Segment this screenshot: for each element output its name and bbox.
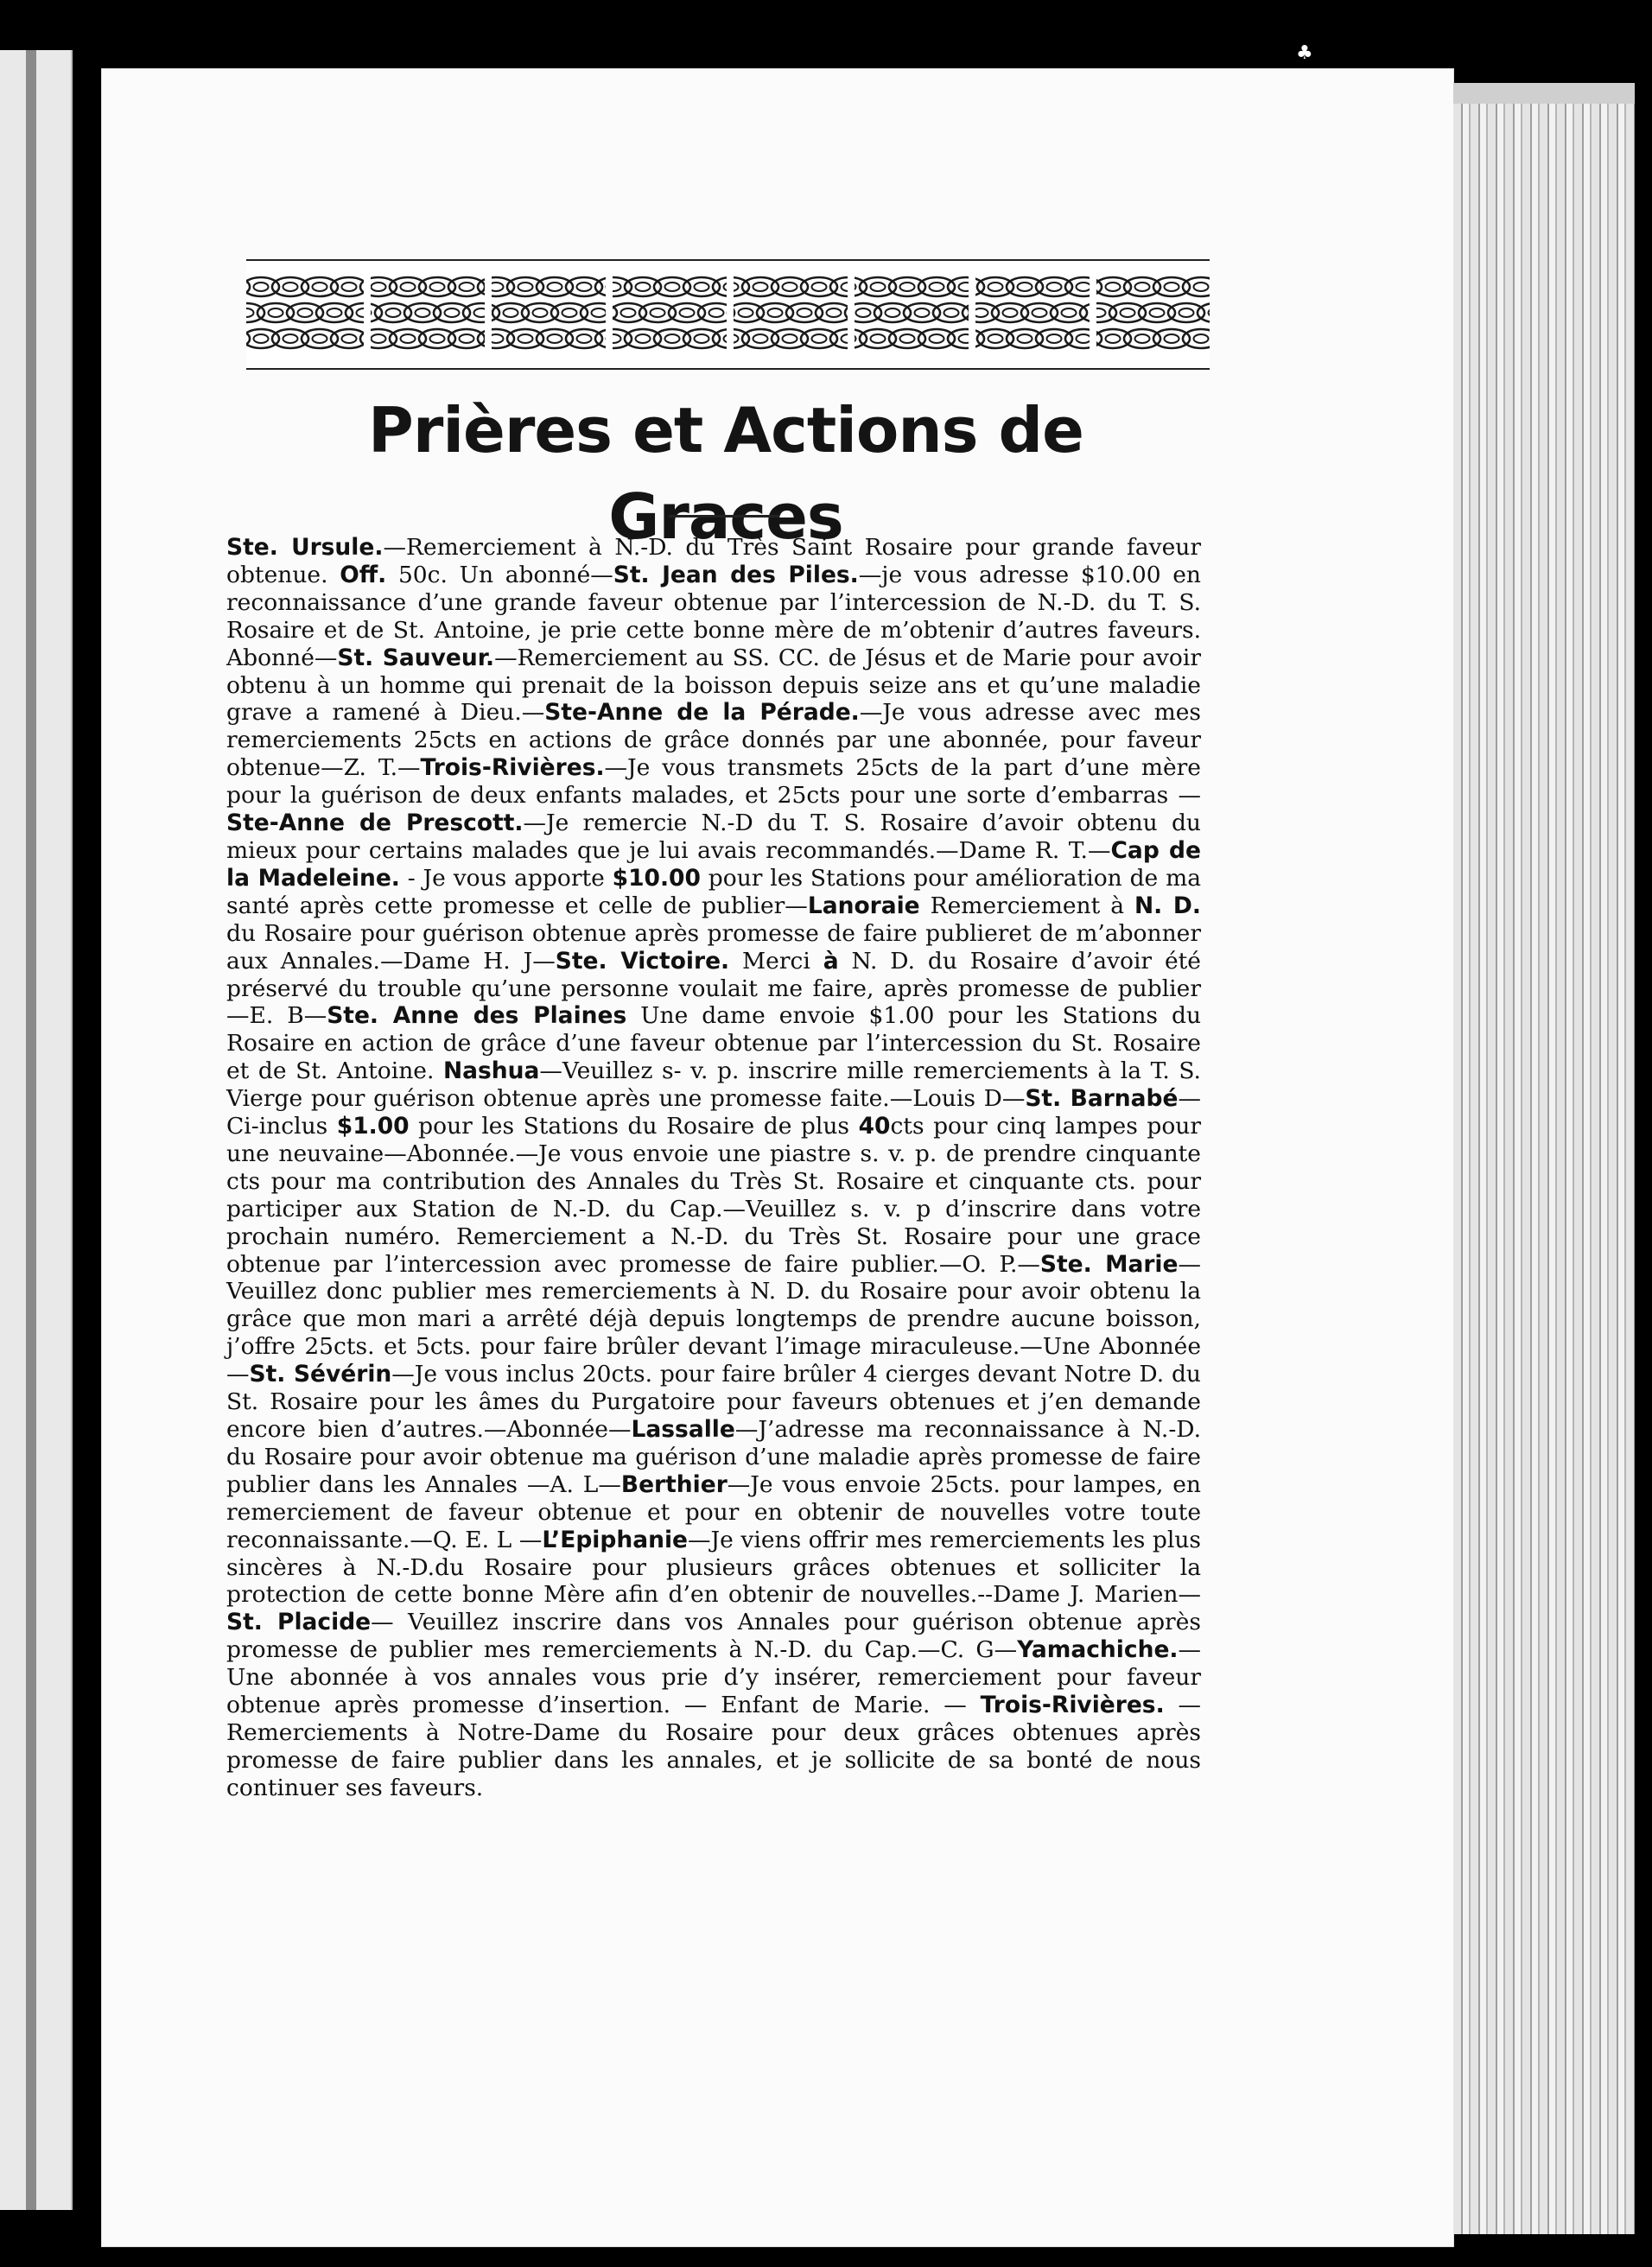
- ornament-loop: [1153, 277, 1190, 296]
- entry-location: Ste. Victoire.: [555, 947, 730, 975]
- ornament-inner-loop: [636, 334, 651, 343]
- ornament-loop: [757, 303, 793, 322]
- ornament-inner-loop: [1179, 308, 1194, 317]
- ornament-loop: [610, 303, 646, 322]
- ornament-gap: [848, 268, 855, 358]
- ornament-inner-loop: [1106, 334, 1121, 343]
- page-stack-top: [1453, 83, 1635, 104]
- ornament-loop: [772, 329, 808, 348]
- ornament-loop: [963, 303, 999, 322]
- ornament-inner-loop: [460, 334, 474, 343]
- ornament-inner-loop: [518, 334, 533, 343]
- ornament-inner-loop: [753, 283, 768, 291]
- ornament-inner-loop: [577, 334, 592, 343]
- entry-location: Ste. Ursule.: [226, 534, 384, 561]
- ornament-inner-loop: [871, 283, 886, 291]
- ornament-inner-loop: [797, 308, 812, 317]
- entry-text: — Ci-inclus: [226, 1085, 1201, 1140]
- ornament-inner-loop: [518, 283, 533, 291]
- ornament-inner-loop: [327, 308, 342, 317]
- ornament-loop: [860, 329, 896, 348]
- entry-location: St. Sauveur.: [337, 644, 495, 671]
- ornament-loop: [246, 277, 279, 296]
- ornament-loop: [316, 303, 353, 322]
- ornament-inner-loop: [269, 308, 283, 317]
- ornament-loop: [625, 329, 661, 348]
- ornament-loop: [1109, 303, 1146, 322]
- entry-location: $1.00: [336, 1113, 410, 1140]
- entry-location: à: [823, 947, 839, 975]
- ornament-loop: [492, 303, 529, 322]
- ornament-inner-loop: [401, 334, 416, 343]
- ornament-loop: [302, 329, 338, 348]
- ornament-loop: [1168, 303, 1204, 322]
- ornament-loop: [742, 277, 778, 296]
- ornament-inner-loop: [372, 283, 386, 291]
- ornament-loop: [419, 277, 455, 296]
- ornament-inner-loop: [254, 283, 269, 291]
- ornament-loop: [992, 303, 1028, 322]
- ornament-gap: [606, 268, 613, 358]
- ornament-loop: [478, 329, 514, 348]
- entry-text: —Veuillez s- v. p. inscrire mille remerciements à la T. S. Vierge pour guérison obtenue après une promesse faite.—Louis D—: [226, 1057, 1201, 1113]
- entry-text: —Je vous transmets 25cts de la part d’une mère pour la guérison de deux enfants malades, et 25cts pour une sorte d’embarras —: [226, 754, 1201, 810]
- entry-text: —Remerciement au SS. CC. de Jésus et de Marie pour avoir obtenu à un homme qui prenait de la boisson depuis seize ans et qu’une maladie grave a ramené à Dieu.—: [226, 644, 1201, 727]
- ornament-inner-loop: [1194, 283, 1209, 291]
- ornament-loop: [390, 329, 426, 348]
- ornament-loop: [463, 303, 499, 322]
- ornament-loop: [918, 277, 955, 296]
- ornament-inner-loop: [1003, 308, 1018, 317]
- entry-text: 50c. Un abonné—: [386, 561, 613, 588]
- ornament-inner-loop: [1077, 334, 1091, 343]
- entry-text: pour les Stations du Rosaire de plus: [409, 1113, 859, 1140]
- ornament-loop: [507, 329, 543, 348]
- entry-location: Trois-Rivières.: [980, 1692, 1165, 1719]
- ornament-inner-loop: [342, 283, 357, 291]
- ornament-loop: [331, 329, 367, 348]
- entry-location: Ste. Anne des Plaines: [327, 1002, 627, 1030]
- ornament-inner-loop: [812, 283, 827, 291]
- entry-text: —Veuillez donc publier mes remerciements à N. D. du Rosaire pour avoir obtenu la grâce que mon mari a arrêté déjà depuis longtemps de prendre aucune boisson, j’offre 25cts. et 5cts. pour faire brûler devant l’image miraculeuse.—Une Abonnée—: [226, 1250, 1201, 1388]
- ornament-inner-loop: [504, 308, 518, 317]
- ornament-inner-loop: [944, 308, 959, 317]
- entry-text: N. D. du Rosaire d’avoir été préservé du trouble qu’une personne voulait me faire, après promesse de publier —E. B—: [226, 947, 1201, 1030]
- ornament-inner-loop: [1047, 283, 1062, 291]
- entry-text: —je vous adresse $10.00 en reconnaissance d’une grande faveur obtenue par l’intercession de N.-D. du T. S. Rosaire et de St. Antoine, je prie cette bonne mère de m’obtenir d’autres faveurs. Abonné—: [226, 561, 1201, 671]
- ornament-inner-loop: [974, 308, 988, 317]
- ornament-loop: [522, 303, 558, 322]
- ornament-inner-loop: [856, 308, 871, 317]
- ornament-loop: [434, 303, 470, 322]
- ornament-loop: [772, 277, 808, 296]
- ornament-inner-loop: [401, 283, 416, 291]
- ornament-inner-loop: [680, 308, 695, 317]
- page-title: Prières et Actions de Graces: [368, 394, 1083, 553]
- ornament-inner-loop: [621, 308, 636, 317]
- entry-location: St. Sévérin: [249, 1361, 392, 1388]
- ornament-inner-loop: [460, 283, 474, 291]
- ornament-inner-loop: [636, 283, 651, 291]
- entry-text: —Je vous adresse avec mes remerciements 25cts en actions de grâce donnés par une abonnée, pour faveur obtenue—Z. T.—: [226, 699, 1201, 782]
- ornament-loop: [1036, 277, 1072, 296]
- ornament-loop: [977, 329, 1013, 348]
- ornament-inner-loop: [827, 308, 842, 317]
- ornament-inner-loop: [783, 334, 797, 343]
- entry-location: Lassalle: [631, 1416, 735, 1443]
- ornament-loop: [419, 329, 455, 348]
- ornament-inner-loop: [651, 308, 665, 317]
- entry-location: Lanoraie: [807, 892, 920, 919]
- entry-text: —Je vous envoie 25cts. pour lampes, en remerciement de faveur obtenue et pour en obtenir de nouvelles votre toute reconnaissante.—Q. E. L —: [226, 1470, 1201, 1553]
- entry-location: Cap de la Madeleine.: [226, 836, 1201, 892]
- ornament-inner-loop: [915, 308, 930, 317]
- ornament-inner-loop: [254, 334, 269, 343]
- book-spine: [26, 50, 36, 2210]
- ornament-inner-loop: [533, 308, 548, 317]
- entry-location: Off.: [340, 561, 387, 588]
- ornament-loop: [948, 277, 984, 296]
- ornament-inner-loop: [313, 334, 327, 343]
- ornament-loop: [551, 303, 588, 322]
- ornament-loop: [683, 329, 720, 348]
- ornament-gap: [485, 268, 492, 358]
- ornament-loop: [272, 277, 308, 296]
- ornament-inner-loop: [430, 283, 445, 291]
- ornament-loop: [1139, 303, 1175, 322]
- ornament-loop: [448, 277, 485, 296]
- ornament-loop: [404, 303, 441, 322]
- ornament-inner-loop: [283, 283, 298, 291]
- corner-mark: ♣: [1296, 42, 1313, 64]
- ornament-inner-loop: [386, 308, 401, 317]
- ornament-inner-loop: [283, 334, 298, 343]
- ornament-loop: [595, 277, 632, 296]
- entry-text: —Je vous inclus 20cts. pour faire brûler 4 cierges devant Notre D. du St. Rosaire pour les âmes du Purgatoire pour faveurs obtenues et j’en demande encore bien d’autres.—Abonnée—: [226, 1361, 1201, 1443]
- ornament-loop: [977, 277, 1013, 296]
- entry-location: Yamachiche.: [1017, 1636, 1179, 1664]
- thanksgiving-entries: [226, 534, 1201, 1802]
- ornament-inner-loop: [562, 308, 577, 317]
- ornament-loop: [1183, 329, 1210, 348]
- ornament-loop: [272, 329, 308, 348]
- ornament-loop: [566, 277, 602, 296]
- ornament-inner-loop: [886, 308, 900, 317]
- ornament-inner-loop: [871, 334, 886, 343]
- ornament-loop: [1153, 329, 1190, 348]
- ornament-loop: [654, 277, 690, 296]
- ornament-loop: [918, 329, 955, 348]
- entry-location: Ste-Anne de Prescott.: [226, 810, 524, 837]
- ornament-gap: [1090, 268, 1096, 358]
- ornament-inner-loop: [1165, 334, 1179, 343]
- title-divider: [669, 515, 779, 518]
- ornament-inner-loop: [416, 308, 430, 317]
- ornament-inner-loop: [1032, 308, 1047, 317]
- ornament-loop: [801, 329, 837, 348]
- ornament-inner-loop: [1077, 283, 1091, 291]
- ornament-loop: [860, 277, 896, 296]
- ornament-inner-loop: [1106, 283, 1121, 291]
- entry-text: cts pour cinq lampes pour une neuvaine—Abonnée.—Je vous envoie une piastre s. v. p. de prendre cinquante cts pour ma contribution des Annales du Très St. Rosaire et cinquante cts. pour participer aux Station de N.-D. du Cap.—Veuillez s. v. p d’inscrire dans votre prochain numéro. Remerciement a N.-D. du Très St. Rosaire pour une grace obtenue par l’intercession avec promesse de faire publier.—O. P.—: [226, 1113, 1202, 1278]
- ornament-loop: [1051, 303, 1087, 322]
- entry-location: Ste. Marie: [1039, 1250, 1179, 1278]
- ornament-inner-loop: [342, 334, 357, 343]
- ornament-loop: [375, 303, 411, 322]
- ornament-loop: [625, 277, 661, 296]
- page-stack-edges: [1453, 83, 1635, 2234]
- entry-text: —Une abonnée à vos annales vous prie d’y insérer, remerciement pour faveur obtenue après promesse d’insertion. — Enfant de Marie. —: [226, 1636, 1201, 1719]
- ornament-inner-loop: [1194, 334, 1209, 343]
- ornament-inner-loop: [1062, 308, 1077, 317]
- ornament-loop: [933, 303, 969, 322]
- ornament-loop: [246, 329, 279, 348]
- ornament-loop: [507, 277, 543, 296]
- ornament-inner-loop: [709, 308, 724, 317]
- ornament-loop: [742, 329, 778, 348]
- ornament-inner-loop: [548, 334, 562, 343]
- ornament-inner-loop: [930, 334, 944, 343]
- ornament-loop: [1021, 303, 1058, 322]
- ornament-inner-loop: [665, 334, 680, 343]
- ornament-inner-loop: [1165, 283, 1179, 291]
- ornament-loop: [478, 277, 514, 296]
- ornament-inner-loop: [988, 334, 1003, 343]
- ornament-loop: [904, 303, 940, 322]
- ornament-inner-loop: [246, 308, 254, 317]
- ornament-loop: [1080, 303, 1116, 322]
- entry-location: Ste-Anne de la Pérade.: [544, 699, 860, 727]
- entry-location: St. Barnabé: [1025, 1085, 1179, 1113]
- entry-text: —Je remercie N.-D du T. S. Rosaire d’avoir obtenu du mieux pour certains malades que je lui avais recommandés.—Dame R. T.—: [226, 810, 1201, 864]
- entry-text: Une dame envoie $1.00 pour les Stations du Rosaire en action de grâce d’une faveur obtenue par l’intercession du St. Rosaire et de St. Antoine.: [226, 1002, 1202, 1085]
- ornament-inner-loop: [783, 283, 797, 291]
- ornament-inner-loop: [665, 283, 680, 291]
- ornament-loop: [537, 329, 573, 348]
- entry-location: St. Placide: [226, 1609, 372, 1636]
- ornament-inner-loop: [812, 334, 827, 343]
- ornament-gap: [969, 268, 975, 358]
- ornament-inner-loop: [739, 308, 753, 317]
- entry-location: L’Epiphanie: [542, 1526, 689, 1553]
- entry-text: pour les Stations pour amélioration de ma santé après cette promesse et celle de publier—: [226, 864, 1202, 919]
- entry-location: Nashua: [442, 1057, 540, 1085]
- ornament-inner-loop: [548, 283, 562, 291]
- ornament-inner-loop: [1018, 283, 1032, 291]
- ornament-loop: [287, 303, 323, 322]
- ornament-loop: [786, 303, 823, 322]
- ornament-inner-loop: [298, 308, 313, 317]
- entry-location: St. Jean des Piles.: [613, 561, 859, 588]
- ornament-loop: [1124, 277, 1160, 296]
- ornament-gap: [727, 268, 734, 358]
- ornament-loop: [1124, 329, 1160, 348]
- ornament-inner-loop: [445, 308, 460, 317]
- ornament-inner-loop: [988, 283, 1003, 291]
- ornament-loop: [1007, 277, 1043, 296]
- decorative-header-band: [246, 259, 1210, 370]
- ornament-inner-loop: [900, 334, 915, 343]
- entry-text: — Remerciements à Notre-Dame du Rosaire pour deux grâces obtenues après promesse de faire publier dans les annales, et je sollicite de sa bonté de nous continuer ses faveurs.: [226, 1692, 1201, 1801]
- ornament-loop: [801, 277, 837, 296]
- ornament-loop: [874, 303, 911, 322]
- entry-location: Berthier: [620, 1470, 728, 1498]
- ornament-inner-loop: [313, 283, 327, 291]
- ornament-inner-loop: [1135, 283, 1150, 291]
- ornament-inner-loop: [1047, 334, 1062, 343]
- entry-location: N. D.: [1134, 892, 1201, 919]
- ornament-inner-loop: [1135, 334, 1150, 343]
- ornament-inner-loop: [577, 283, 592, 291]
- ornament-inner-loop: [430, 334, 445, 343]
- ornament-loop: [816, 303, 852, 322]
- ornament-loop: [595, 329, 632, 348]
- ornament-inner-loop: [1018, 334, 1032, 343]
- entry-text: —Remerciement à N.-D. du Très Saint Rosaire pour grande faveur obtenue.: [226, 534, 1202, 588]
- entry-text: Remerciement à: [919, 892, 1134, 919]
- ornament-inner-loop: [695, 334, 709, 343]
- ornament-loop: [1007, 329, 1043, 348]
- ornament-inner-loop: [753, 334, 768, 343]
- ornament-inner-loop: [900, 283, 915, 291]
- ornament-inner-loop: [1209, 308, 1210, 317]
- ornament-loop: [302, 277, 338, 296]
- ornament-gap: [364, 268, 371, 358]
- ornament-inner-loop: [695, 283, 709, 291]
- ornament-inner-loop: [372, 334, 386, 343]
- ornament-loop: [669, 303, 705, 322]
- entry-location: Trois-Rivières.: [420, 754, 605, 782]
- ornament-loop: [257, 303, 294, 322]
- entry-text: - Je vous apporte: [399, 864, 613, 892]
- ornament-inner-loop: [1121, 308, 1135, 317]
- ornament-loop: [331, 277, 367, 296]
- ornament-loop: [639, 303, 676, 322]
- ornament-loop: [448, 329, 485, 348]
- ornament-inner-loop: [592, 308, 607, 317]
- ornament-pattern: [246, 261, 1210, 365]
- ornament-loop: [889, 277, 925, 296]
- ornament-loop: [654, 329, 690, 348]
- ornament-loop: [889, 329, 925, 348]
- ornament-loop: [1183, 277, 1210, 296]
- ornament-loop: [566, 329, 602, 348]
- entry-location: $10.00: [612, 864, 701, 892]
- entry-text: —J’adresse ma reconnaissance à N.-D. du Rosaire pour avoir obtenue ma guérison d’une maladie après promesse de faire publier dans les Annales —A. L—: [226, 1416, 1202, 1498]
- ornament-inner-loop: [930, 283, 944, 291]
- facing-page-edge: [0, 50, 73, 2210]
- ornament-loop: [683, 277, 720, 296]
- ornament-loop: [1036, 329, 1072, 348]
- ornament-loop: [1095, 277, 1131, 296]
- ornament-loop: [1095, 329, 1131, 348]
- ornament-inner-loop: [768, 308, 783, 317]
- ornament-loop: [390, 277, 426, 296]
- entry-text: —Je viens offrir mes remerciements les plus sincères à N.-D.du Rosaire pour plusieurs grâces obtenues et solliciter la protection de cette bonne Mère afin d’en obtenir de nouvelles.--Dame J. Marien—: [226, 1526, 1201, 1609]
- entry-text: — Veuillez inscrire dans vos Annales pour guérison obtenue après promesse de publier mes remerciements à N.-D. du Cap.—C. G—: [226, 1609, 1201, 1664]
- ornament-inner-loop: [1150, 308, 1165, 317]
- entry-text: Merci: [729, 947, 823, 975]
- ornament-loop: [948, 329, 984, 348]
- entry-text: du Rosaire pour guérison obtenue après promesse de faire publieret de m’abonner aux Annales.—Dame H. J—: [226, 919, 1201, 975]
- entry-location: 40: [858, 1113, 891, 1140]
- ornament-loop: [537, 277, 573, 296]
